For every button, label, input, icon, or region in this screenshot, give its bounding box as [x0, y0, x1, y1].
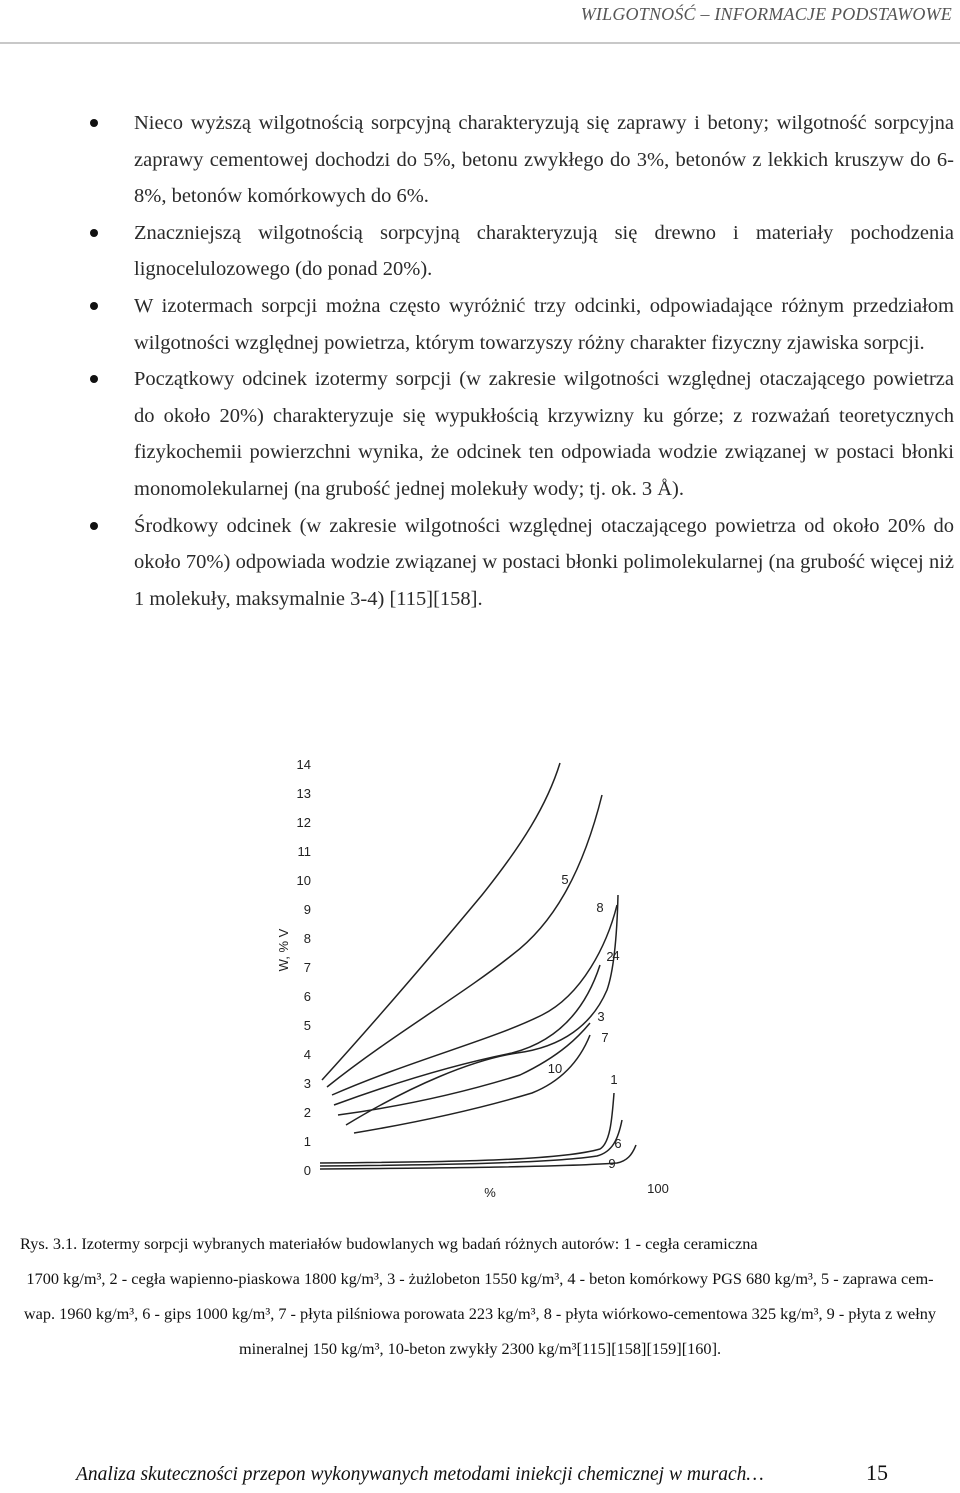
bullet-icon [90, 302, 98, 310]
y-tick-label: 9 [303, 902, 311, 917]
y-tick-label: 11 [297, 844, 311, 859]
caption-rest: 1700 kg/m³, 2 - cegła wapienno-piaskowa 1800 kg/m³, 3 - żużlobeton 1550 kg/m³, 4 - beton komórkowy PGS 680 kg/m³, 5 - zaprawa cem-wap. 1960 kg/m³, 6 - gips 1000 kg/m³, 7 - płyta pilśniowa porowata 223 kg/m³, 8 - płyta wiórkowo-cementowa 325 kg/m³, 9 - płyta z wełny mineralnej 150 kg/m³, 10-beton zwykły 2300 kg/m³[115][158][159][160]. [23, 1269, 937, 1358]
y-tick-label: 2 [303, 1105, 311, 1120]
isotherm-curves [320, 763, 636, 1169]
bullet-text: Znaczniejszą wilgotnością sorpcyjną charakteryzują się drewno i materiały pochodzenia lignocelulozowego (do ponad 20%). [134, 221, 954, 281]
bullet-icon [90, 375, 98, 383]
y-axis-label: W, % V [276, 928, 291, 972]
figure-caption [12, 1226, 948, 1366]
bullet-text: Nieco wyższą wilgotnością sorpcyjną charakteryzują się zaprawy i betony; wilgotność sorpcyjna zaprawy cementowej dochodzi do 5%, betonu zwykłego do 3%, betonów z lekkich kruszyw do 6-8%, betonów komórkowych do 6%. [134, 112, 954, 208]
x-tick-label: 100 [647, 1181, 669, 1196]
y-tick-label: 1 [303, 1134, 311, 1149]
y-tick-label: 7 [303, 960, 311, 975]
curve-5 [322, 763, 563, 1080]
list-item [86, 288, 954, 361]
bullet-icon [90, 229, 98, 237]
curve-label: 8 [596, 900, 604, 915]
list-item [86, 508, 954, 618]
curve-label: 6 [614, 1136, 622, 1151]
x-axis-label: % [484, 1185, 496, 1200]
bullet-text: Początkowy odcinek izotermy sorpcji (w zakresie wilgotności względnej otaczającego powietrza do około 20%) charakteryzuje się wypukłością krzywizny ku górze; z rozważań teoretycznych fizykochemii powierzchni wynika, że odcinek ten odpowiada wodzie związanej w postaci błonki monomolekularnej (na grubość jednej molekuły wody; tj. ok. 3 Å). [134, 368, 954, 500]
bullet-text: Środkowy odcinek (w zakresie wilgotności względnej otaczającego powietrza od około 20% do około 70%) odpowiada wodzie związanej w postaci błonki polimolekularnej (na grubość więcej niż 1 molekuły, maksymalnie 3-4) [115][158]. [134, 514, 954, 610]
y-tick-label: 13 [296, 786, 311, 801]
y-tick-label: 0 [303, 1163, 311, 1178]
curve-8 [327, 795, 605, 1087]
curve-label: 9 [608, 1156, 616, 1171]
curve-label: 10 [547, 1061, 563, 1076]
sorption-isotherm-figure [262, 735, 682, 1205]
curve-1 [320, 1093, 614, 1163]
curve-label: 4 [612, 948, 620, 963]
page-footer [76, 1460, 896, 1486]
y-tick-label: 8 [303, 931, 311, 946]
bullet-text: W izotermach sorpcji można często wyróżnić trzy odcinki, odpowiadające różnym przedziałom wilgotności względnej powietrza, którym towarzyszy różny charakter fizyczny zjawiska sorpcji. [134, 294, 954, 354]
curve-label: 1 [610, 1072, 618, 1087]
list-item [86, 361, 954, 507]
curve-label: 7 [601, 1030, 609, 1045]
curve-2 [334, 965, 600, 1105]
curve-6 [320, 1120, 622, 1166]
y-tick-label: 5 [303, 1018, 311, 1033]
header-divider [0, 42, 960, 44]
y-tick-label: 10 [296, 873, 311, 888]
list-item [86, 105, 954, 215]
isotherm-plot [262, 735, 682, 1205]
caption-line-1: Rys. 3.1. Izotermy sorpcji wybranych materiałów budowlanych wg badań różnych autorów: 1 - cegła ceramiczna [20, 1234, 758, 1253]
bullet-icon [90, 119, 98, 127]
bullet-list [86, 105, 954, 617]
curve-label: 2 [606, 949, 614, 964]
y-tick-label: 12 [296, 815, 311, 830]
list-item [86, 215, 954, 288]
y-tick-label: 4 [303, 1047, 311, 1062]
curve-4 [332, 905, 620, 1095]
curve-label: 5 [561, 872, 569, 887]
curve-10 [354, 1035, 590, 1133]
y-tick-label: 14 [296, 757, 311, 772]
y-tick-label: 6 [303, 989, 311, 1004]
footer-text: Analiza skuteczności przepon wykonywanych metodami iniekcji chemicznej w murach… [76, 1464, 764, 1485]
y-tick-label: 3 [303, 1076, 311, 1091]
page-number: 15 [866, 1460, 888, 1485]
curve-label: 3 [597, 1009, 605, 1024]
running-header: WILGOTNOŚĆ – INFORMACJE PODSTAWOWE [580, 4, 952, 24]
bullet-icon [90, 522, 98, 530]
